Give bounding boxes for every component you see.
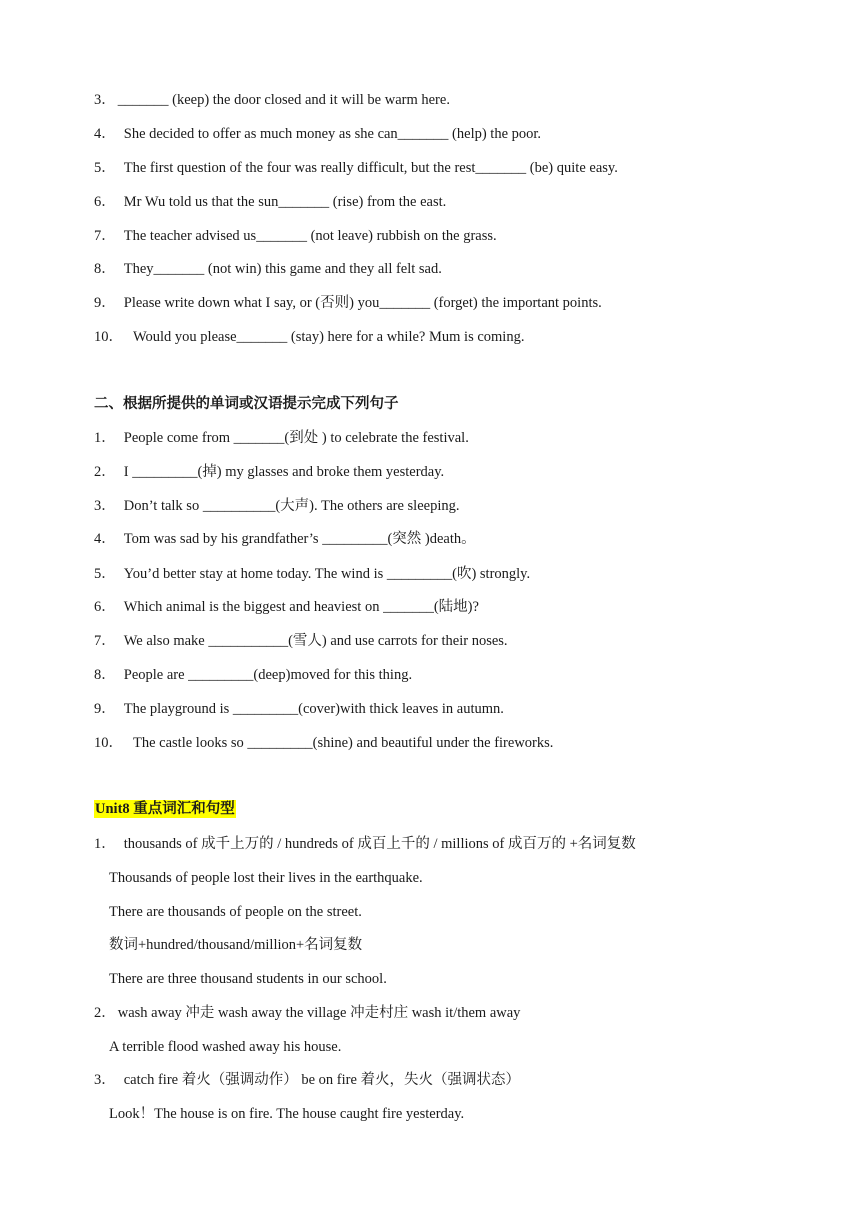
example-sentence: Thousands of people lost their lives in the earthquake. (109, 870, 423, 886)
list-item: 3． catch fire 着火（强调动作） be on fire 着火，失火（强调状态） (94, 1072, 521, 1088)
list-item: 4． She decided to offer as much money as she can_______ (help) the poor. (94, 126, 542, 142)
example-sentence: There are three thousand students in our school. (109, 971, 387, 987)
example-sentence: A terrible flood washed away his house. (109, 1039, 342, 1055)
list-item: 7． The teacher advised us_______ (not leave) rubbish on the grass. (94, 228, 497, 244)
list-item: 10． Would you please_______ (stay) here for a while? Mum is coming. (94, 329, 525, 345)
list-item: 7． We also make ___________(雪人) and use carrots for their noses. (94, 633, 508, 649)
unit-heading-row (94, 800, 236, 818)
list-item: 10． The castle looks so _________(shine) and beautiful under the fireworks. (94, 735, 554, 751)
list-item: 1． People come from _______(到处 ) to celebrate the festival. (94, 430, 469, 446)
list-item: 9． The playground is _________(cover)with thick leaves in autumn. (94, 701, 504, 717)
example-sentence: There are thousands of people on the street. (109, 904, 362, 920)
list-item: 3． _______ (keep) the door closed and it will be warm here. (94, 92, 450, 108)
list-item: 8． They_______ (not win) this game and they all felt sad. (94, 261, 442, 277)
list-item: 3． Don’t talk so __________(大声). The others are sleeping. (94, 498, 460, 514)
list-item: 6． Mr Wu told us that the sun_______ (rise) from the east. (94, 194, 447, 210)
list-item: 9． Please write down what I say, or (否则) you_______ (forget) the important points. (94, 295, 602, 311)
list-item: 6． Which animal is the biggest and heaviest on _______(陆地)? (94, 599, 479, 615)
list-item: 1． thousands of 成千上万的 / hundreds of 成百上千的 / millions of 成百万的 +名词复数 (94, 836, 636, 852)
list-item: 5． You’d better stay at home today. The wind is _________(吹) strongly. (94, 566, 531, 582)
list-item: 8． People are _________(deep)moved for this thing. (94, 667, 413, 683)
list-item: 4． Tom was sad by his grandfather’s _________(突然 )death。 (94, 531, 476, 547)
list-item: 5． The first question of the four was really difficult, but the rest_______ (be) quite easy. (94, 160, 618, 176)
list-item: 2． wash away 冲走 wash away the village 冲走村庄 wash it/them away (94, 1005, 521, 1021)
example-sentence: 数词+hundred/thousand/million+名词复数 (109, 937, 363, 953)
unit-heading: Unit8 重点词汇和句型 (95, 801, 235, 817)
section-heading: 二、根据所提供的单词或汉语提示完成下列句子 (94, 396, 399, 412)
example-sentence: Look！The house is on fire. The house caught fire yesterday. (109, 1106, 465, 1122)
list-item: 2． I _________(掉) my glasses and broke them yesterday. (94, 464, 445, 480)
